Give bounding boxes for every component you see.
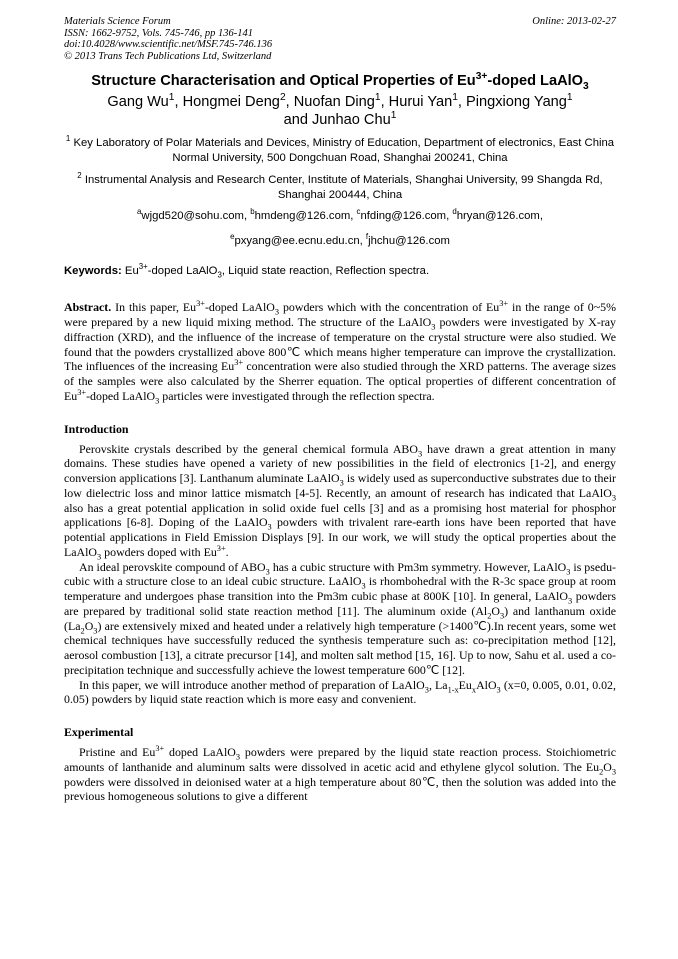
paper-title: Structure Characterisation and Optical Properties of $Eu^{3+}$-doped LaAlO$_3$ [91,71,589,93]
online-date: Online: 2013-02-27 [532,16,616,27]
affiliation-2: $^2$ Instrumental Analysis and Research Center, Institute of Materials, Shanghai University, 99 Shangda Rd, Shanghai 200444, China [77,171,603,202]
email-list: $^a$wjgd520@sohu.com, $^b$hmdeng@126.com, $^c$nfding@126.com, $^d$hryan@126.com, [137,207,543,223]
intro-paragraph-1: Perovskite crystals described by the general chemical formula $ABO_3$ have drawn a great attention in many domains. These studies have opened a variety of new possibilities in the field of electronics [1-2], and energy conversion applications [3]. Lanthanum aluminate LaAlO$_3$ is widely used as superconductive substrates due to their low dielectric loss and minor lattice mismatch [4-5]. Recently, an amount of research has indicated that LaAlO$_3$ also has a great potential application in solid oxide fuel cells [3] and as a promising host material for phosphor applications [6-8]. Doping of the LaAlO$_3$ powders with trivalent rare-earth ions have been reported that have potential applications in Field Emission Displays [9]. In our work, we will study the optical properties about the LaAlO$_3$ powders doped with $Eu^{3+}$. [64,441,617,562]
intro-paragraph-2: An ideal perovskite compound of $ABO_3$ has a cubic structure with Pm3m symmetry. However, LaAlO$_3$ is psedu-cubic with a structure close to an ideal cubic structure. LaAlO$_3$ is rhombohedral with the R-3c space group at room temperature and undergoes phase transition into the Pm3m cubic phase at 800K [10]. In general, LaAlO$_3$ powders are prepared by traditional solid state reaction method [11]. The aluminum oxide $(Al_2O_3)$ and lanthanum oxide $(La_2O_3)$ are extensively mixed and heated under a relatively high temperature (>1400℃).In recent years, some wet chemical techniques have successfully reduced the synthesis temperature such as: co-precipitation method [12], aerosol combustion [13], a citrate precursor [14], and molten salt method [15, 16]. Up to now, Sahu et al. used a co-precipitation technique and successfully achieve the lowest temperature 600℃ [12]. [64,559,617,677]
email-list-2: $^e$pxyang@ee.ecnu.edu.cn, $^f$jhchu@126.com [230,232,450,248]
journal-header [64,16,616,62]
experimental-paragraph-1: Pristine and $Eu^{3+}$ doped LaAlO$_3$ powders were prepared by the liquid state reaction process. Stoichiometric amounts of lanthanide and aluminum salts were dissolved in acetic acid and ethylene glycol solution. The $Eu_2O_3$ powders were dissolved in deionised water at a high temperature about 80℃, then the solution was added into the previous homogeneous solutions to give a different [64,744,617,804]
intro-paragraph-3: In this paper, we will introduce another method of preparation of LaAlO$_3$, $La_{1-x}Eu_xAlO_3$ (x=0, 0.005, 0.01, 0.02, 0.05) powders by liquid state reaction which is more easy and convenient. [64,677,616,707]
affiliation-1: $^1$ Key Laboratory of Polar Materials and Devices, Ministry of Education, Department of electronics, East China Normal University, 500 Dongchuan Road, Shanghai 200241, China [65,134,615,165]
issn-line: ISSN: 1662-9752, Vols. 745-746, pp 136-141 [64,27,253,39]
doi-line: doi:10.4028/www.scientific.net/MSF.745-746.136 [64,39,273,51]
journal-name: Materials Science Forum [64,16,171,27]
keywords: Keywords: $Eu^{3+}$-doped LaAlO$_3$, Liquid state reaction, Reflection spectra. [64,262,430,280]
copyright-line: © 2013 Trans Tech Publications Ltd, Switzerland [64,50,272,62]
abstract: Abstract. In this paper, $Eu^{3+}$-doped LaAlO$_3$ powders which with the concentration of $Eu^{3+}$ in the range of 0~5% were prepared by a new liquid mixing method. The structure of the LaAlO$_3$ powders were investigated by X-ray diffraction (XRD), and the influence of the increase of temperature on the crystal structure were also studied. We found that the powders crystallized above 800℃ which means higher temperature can improve the crystallization. The influences of the increasing $Eu^{3+}$ concentration were also studied through the XRD patterns. The average sizes of the samples were also calculated by the Sherrer equation. The optical properties of different concentration of $Eu^{3+}$-doped LaAlO$_3$ particles were investigated through the reflection spectra. [64,299,617,406]
author-list: Gang Wu$^1$, Hongmei Deng$^2$, Nuofan Ding$^1$, Hurui Yan$^1$, Pingxiong Yang$^1$ and Junhao Chu$^1$ [107,92,573,129]
introduction-heading: Introduction [64,421,129,436]
experimental-heading: Experimental [64,725,134,740]
